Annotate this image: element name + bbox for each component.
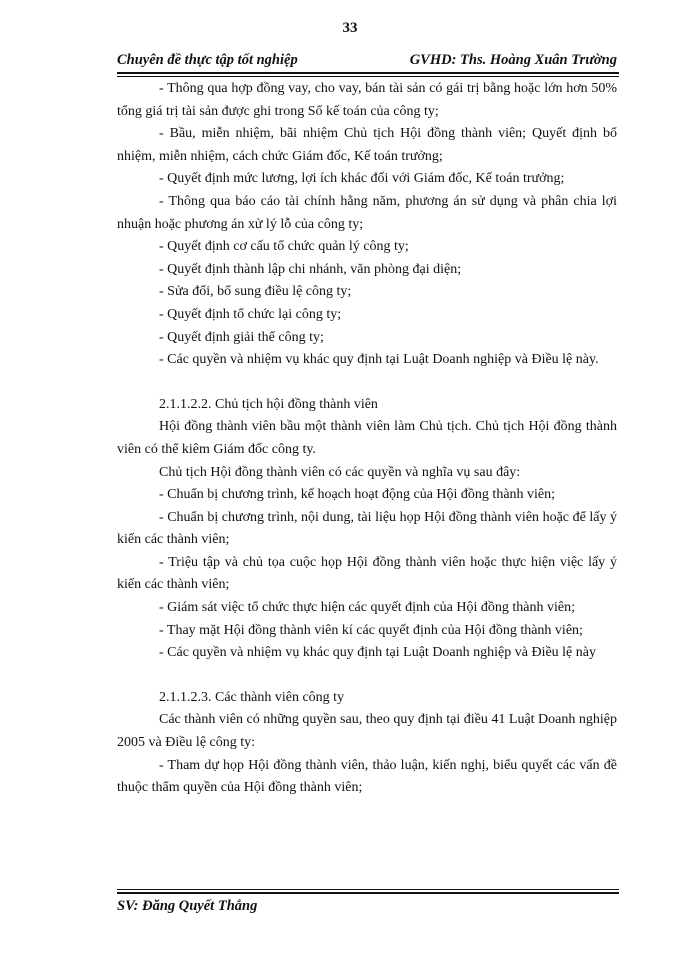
bullet-branch-office: - Quyết định thành lập chi nhánh, văn phòng đại diện; [159,261,462,277]
members-intro: Các thành viên có những quyền sau, theo quy định tại điều 41 Luật Doanh nghiệp 2005 và Điều lệ công ty: [117,712,617,751]
bullet-attend-meetings: - Tham dự họp Hội đồng thành viên, thảo luận, kiến nghị, biểu quyết các vấn đề thuộc thẩm quyền của Hội đồng thành viên; [117,757,617,796]
bullet-dissolution: - Quyết định giải thể công ty; [159,329,324,345]
document-body [117,78,617,800]
chairman-intro: Hội đồng thành viên bầu một thành viên làm Chủ tịch. Chủ tịch Hội đồng thành viên có thể kiêm Giám đốc công ty. [117,419,617,457]
bullet-org-structure: - Quyết định cơ cấu tổ chức quản lý công ty; [159,239,409,255]
header-supervisor: GVHD: Ths. Hoàng Xuân Trường [409,52,617,68]
footer-rule-thick [117,892,619,894]
bullet-financial-report: - Thông qua báo cáo tài chính hằng năm, phương án sử dụng và phân chia lợi nhuận hoặc phương án xử lý lỗ của công ty; [117,193,617,232]
bullet-contract-approval: - Thông qua hợp đồng vay, cho vay, bán tài sản có gái trị bằng hoặc lớn hơn 50% tổng giá trị tài sản được ghi trong Sổ kế toán của công ty; [117,81,617,119]
bullet-convene-meeting: - Triệu tập và chủ tọa cuộc họp Hội đồng thành viên hoặc thực hiện việc lấy ý kiến các thành viên; [117,554,617,593]
header-rule-thick [117,72,619,74]
bullet-prepare-materials: - Chuẩn bị chương trình, nội dung, tài liệu họp Hội đồng thành viên hoặc để lấy ý kiến các thành viên; [117,509,617,548]
page-header [117,52,617,72]
header-report-title: Chuyên đề thực tập tốt nghiệp [117,52,298,68]
bullet-supervise: - Giám sát việc tổ chức thực hiện các quyết định của Hội đồng thành viên; [159,600,575,616]
footer-rule-thin [117,889,619,890]
bullet-reorganization: - Quyết định tổ chức lại công ty; [159,306,342,322]
header-rule-thin [117,76,619,77]
bullet-chairman-other-rights: - Các quyền và nhiệm vụ khác quy định tại Luật Doanh nghiệp và Điều lệ này [159,645,596,661]
section-heading-members: 2.1.1.2.3. Các thành viên công ty [159,689,345,705]
chairman-rights-intro: Chủ tịch Hội đồng thành viên có các quyền và nghĩa vụ sau đây: [159,464,521,480]
bullet-salary-decision: - Quyết định mức lương, lợi ích khác đối với Giám đốc, Kế toán trưởng; [159,171,565,187]
bullet-prepare-program: - Chuẩn bị chương trình, kế hoạch hoạt động của Hội đồng thành viên; [159,487,556,503]
section-heading-chairman: 2.1.1.2.2. Chủ tịch hội đồng thành viên [159,396,378,412]
bullet-charter-amendment: - Sửa đổi, bổ sung điều lệ công ty; [159,284,352,300]
footer-author: SV: Đăng Quyết Thắng [117,898,258,914]
page-number: 33 [342,20,358,36]
bullet-chairman-election: - Bầu, miễn nhiệm, bãi nhiệm Chủ tịch Hội đồng thành viên; Quyết định bổ nhiệm, miễn nhiệm, cách chức Giám đốc, Kế toán trưởng; [117,126,617,164]
bullet-other-rights: - Các quyền và nhiệm vụ khác quy định tại Luật Doanh nghiệp và Điều lệ này. [159,352,599,368]
bullet-sign-decisions: - Thay mặt Hội đồng thành viên kí các quyết định của Hội đồng thành viên; [159,622,583,638]
